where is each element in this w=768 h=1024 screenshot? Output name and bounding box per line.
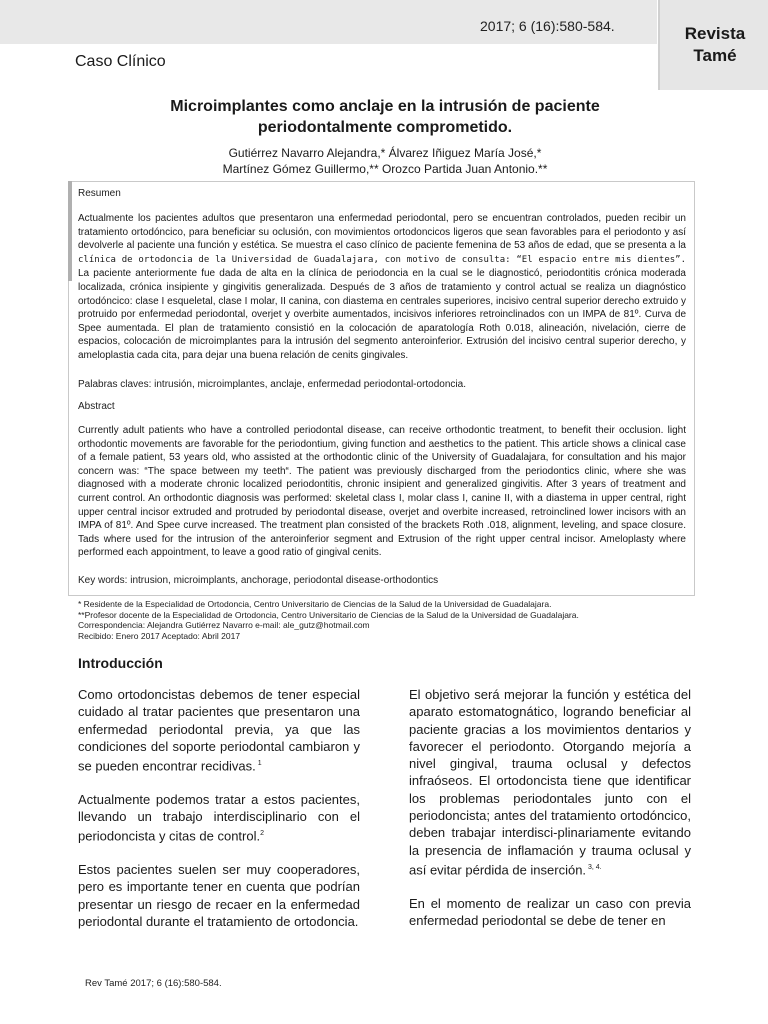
journal-citation: 2017; 6 (16):580-584. [480, 18, 615, 34]
authors-line-1: Gutiérrez Navarro Alejandra,* Álvarez Iñiguez María José,* [228, 146, 542, 160]
section-label: Caso Clínico [75, 53, 166, 70]
resumen-heading: Resumen [78, 188, 121, 199]
footnotes [78, 599, 698, 641]
key-words: Key words: intrusion, microimplants, anchorage, periodontal disease-orthodontics [78, 575, 439, 586]
paragraph [78, 791, 360, 845]
body-column-right [409, 686, 691, 945]
reference-mark: 2 [260, 830, 265, 838]
reference-mark: 3, 4. [586, 863, 602, 871]
journal-logo-box [658, 0, 768, 90]
paragraph [409, 686, 691, 879]
footnote-2: **Profesor docente de la Especialidad de Ortodoncia, Centro Universitario de Ciencias de la Salud de la Universidad de Guadalajara. [78, 609, 579, 620]
footnote-1: * Residente de la Especialidad de Ortodoncia, Centro Universitario de Ciencias de la Salud de la Universidad de Guadalajara. [78, 599, 552, 609]
journal-name-line2: Tamé [693, 46, 737, 65]
resumen-text-part-3: La paciente anteriormente fue dada de alta en la clínica de periodoncia en la cual se le diagnosticó, periodontitis crónica moderada localizada, crónica insipiente y gingivitis generalizada. Después de 3 años de tratamiento y control actual se realiza un diagnóstico ortodóncico: clase I esqueletal, clase I molar, II canina, con diastema en centrales superiores, incisivo central superior derecho extruido y protruido por enfermedad periodontal, overjet y overbite aumentados, incisivos inferiores retroinclinados con un IMPA de 81º. Curva de Spee aumentada. El plan de tratamiento consistió en la colocación de aparatología Roth 0.018, alineación, nivelación, cierre de espacios, colocación de microimplantes para la intrusión del segmento anteroinferior. Extrusión del incisivo central superior derecho, y ameloplastia cada cita, para dejar una buena relación de cenits gingivales. [78, 268, 686, 361]
body-column-left [78, 686, 360, 946]
abstract-text: Currently adult patients who have a controlled periodontal disease, can receive orthodontic treatment, to benefit their occlusion. light orthodontic movements are favorable for the periodontium, giving function and aesthetics to the patient. This article shows a clinical case of a female patient, 53 years old, who assisted at the orthodontic clinic of the University of Guadalajara, for consultation and his major concern was: “The space between my teeth“. The patient was previously discharged from the periodontics clinic, where she was diagnosed with a moderate chronic localized periodontitis, chronic insipient and generalized gingivitis. After 3 years of treatment and current control. An orthodontic diagnosis was performed: skeletal class I, molar class I, canine II, with a diastema in upper central, right upper central incisor extruded and protruded by periodontal disease, overjet and overbite increased, retroinclined lower incisors with an IMPA of 81º. And Spee curve increased. The treatment plan consisted of the brackets Roth .018, alignment, leveling, and space closure. Tads where used for the intrusion of the anteroinferior segment and Extrusion of the right upper central incisor. Ameloplasty where performed each appointment, to leave a good ratio of gingival cenits. [78, 425, 686, 559]
article-title [90, 96, 680, 138]
correspondence: Correspondencia: Alejandra Gutiérrez Navarro e-mail: ale_gutz@hotmail.com [78, 620, 370, 630]
introduction-heading: Introducción [78, 655, 163, 671]
paragraph-text: Como ortodoncistas debemos de tener especial cuidado al tratar pacientes que presentaron una enfermedad periodontal previa, ya que las condiciones del soporte periodontal cambiaron y se pueden encontrar recidivas. [78, 687, 360, 774]
palabras-claves: Palabras claves: intrusión, microimplantes, anclaje, enfermedad periodontal-ortodoncia. [78, 379, 466, 390]
title-line-1: Microimplantes como anclaje en la intrusión de paciente [170, 98, 600, 115]
paragraph [78, 861, 360, 930]
abstract-box [68, 181, 695, 596]
resumen-text [78, 212, 686, 363]
paragraph [409, 895, 691, 930]
author-list [90, 145, 680, 177]
authors-line-2: Martínez Gómez Guillermo,** Orozco Partida Juan Antonio.** [222, 162, 548, 176]
received-accepted: Recibido: Enero 2017 Aceptado: Abril 2017 [78, 630, 241, 641]
paragraph-text: Actualmente podemos tratar a estos pacientes, llevando un trabajo interdisciplinario con el periodoncista y citas de control. [78, 791, 360, 844]
resumen-text-part-2: clínica de ortodoncia de la Universidad de Guadalajara, con motivo de consulta: “El espacio entre mis dientes”. [78, 254, 686, 265]
resumen-text-part-1: Actualmente los pacientes adultos que presentaron una enfermedad periodontal, pero se encuentran controlados, pueden recibir un tratamiento ortodóncico, para beneficiar su oclusión, con movimientos ortodoncicos ligeros que sean favorables para el periodonto y así devolverle al paciente una función y estética. Se muestra el caso clínico de paciente femenina de 53 años de edad, que se presenta a la [78, 213, 686, 252]
page-footer: Rev Tamé 2017; 6 (16):580-584. [85, 978, 222, 989]
title-line-2: periodontalmente comprometido. [257, 119, 513, 136]
paragraph-text: El objetivo será mejorar la función y estética del aparato estomatognático, logrando beneficiar al paciente gracias a los movimientos dentarios y favorecer el periodonto. Otorgando mejoría a nivel gingival, trauma oclusal y defectos infraóseos. El ortodoncista tiene que identificar los problemas periodontales junto con el periodoncista; antes del tratamiento ortodóncico, deben trabajar interdisci-plinariamente evitando la presencia de inflamación y trauma oclusal y así evitar pérdida de inserción. [409, 687, 691, 878]
abstract-heading: Abstract [78, 401, 115, 412]
journal-name-line1: Revista [684, 24, 746, 43]
paragraph [78, 686, 360, 775]
reference-mark: 1 [255, 760, 262, 768]
paragraph-text: En el momento de realizar un caso con previa enfermedad periodontal se debe de tener en [409, 895, 691, 928]
paragraph-text: Estos pacientes suelen ser muy cooperadores, pero es importante tener en cuenta que podrían presentar un riesgo de recaer en la enfermedad periodontal durante el tratamiento de ortodoncia. [78, 862, 360, 929]
